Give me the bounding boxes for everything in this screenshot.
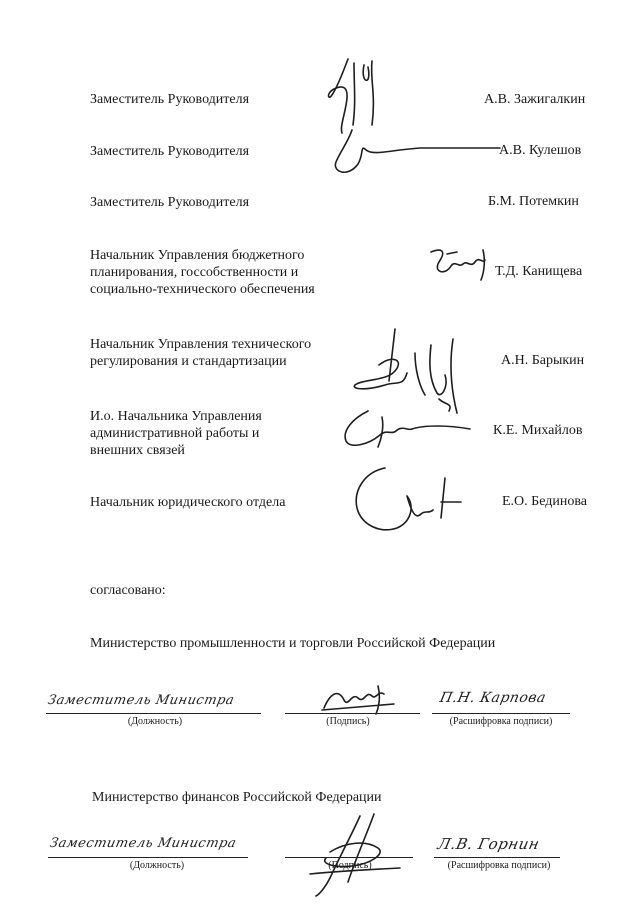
signature-image (338, 405, 478, 455)
position-caption: (Должность) (129, 860, 185, 871)
name-caption: (Расшифровка подписи) (447, 860, 551, 871)
name-line (432, 713, 570, 714)
signature-image (425, 246, 495, 286)
signatory-name: Б.М. Потемкин (488, 194, 579, 209)
handwritten-name: Л.В. Горнин (436, 835, 542, 853)
handwritten-position: Заместитель Министра (48, 836, 238, 851)
signature-caption: (Подпись) (326, 716, 370, 727)
signature-line (285, 713, 420, 714)
signatory-name: А.В. Зажигалкин (484, 92, 586, 107)
signatory-position: Начальник Управления технического регулирования и стандартизации (90, 337, 312, 369)
handwritten-position: Заместитель Министра (46, 693, 236, 708)
signature-image (318, 682, 398, 716)
signatory-position: Начальник Управления бюджетного планирования, госсобственности и социально-технического обеспечения (90, 248, 315, 297)
signature-line (285, 857, 413, 858)
ministry-name: Министерство промышленности и торговли Российской Федерации (90, 636, 496, 651)
signature-image (330, 128, 505, 188)
signatory-position: Начальник юридического отдела (90, 495, 286, 510)
signatory-position: И.о. Начальника Управления административной работы и внешних связей (90, 409, 262, 458)
handwritten-name: П.Н. Карпова (438, 690, 548, 706)
signatory-position: Заместитель Руководителя (90, 92, 250, 107)
signatory-position: Заместитель Руководителя (90, 195, 250, 210)
signatory-position: Заместитель Руководителя (90, 144, 250, 159)
signature-caption: (Подпись) (328, 860, 372, 871)
ministry-name: Министерство финансов Российской Федерации (92, 790, 382, 805)
name-line (434, 857, 560, 858)
position-line (46, 713, 261, 714)
signatory-name: К.Е. Михайлов (493, 423, 583, 438)
signatory-name: Т.Д. Канищева (495, 264, 583, 279)
signature-image (290, 812, 410, 900)
position-caption: (Должность) (127, 716, 183, 727)
signature-image (345, 462, 465, 542)
signatory-name: Е.О. Бединова (502, 494, 587, 509)
approval-heading: согласовано: (90, 583, 166, 598)
position-line (48, 857, 248, 858)
name-caption: (Расшифровка подписи) (449, 716, 553, 727)
signatory-name: А.Н. Барыкин (501, 353, 585, 368)
signatory-name: А.В. Кулешов (499, 143, 582, 158)
